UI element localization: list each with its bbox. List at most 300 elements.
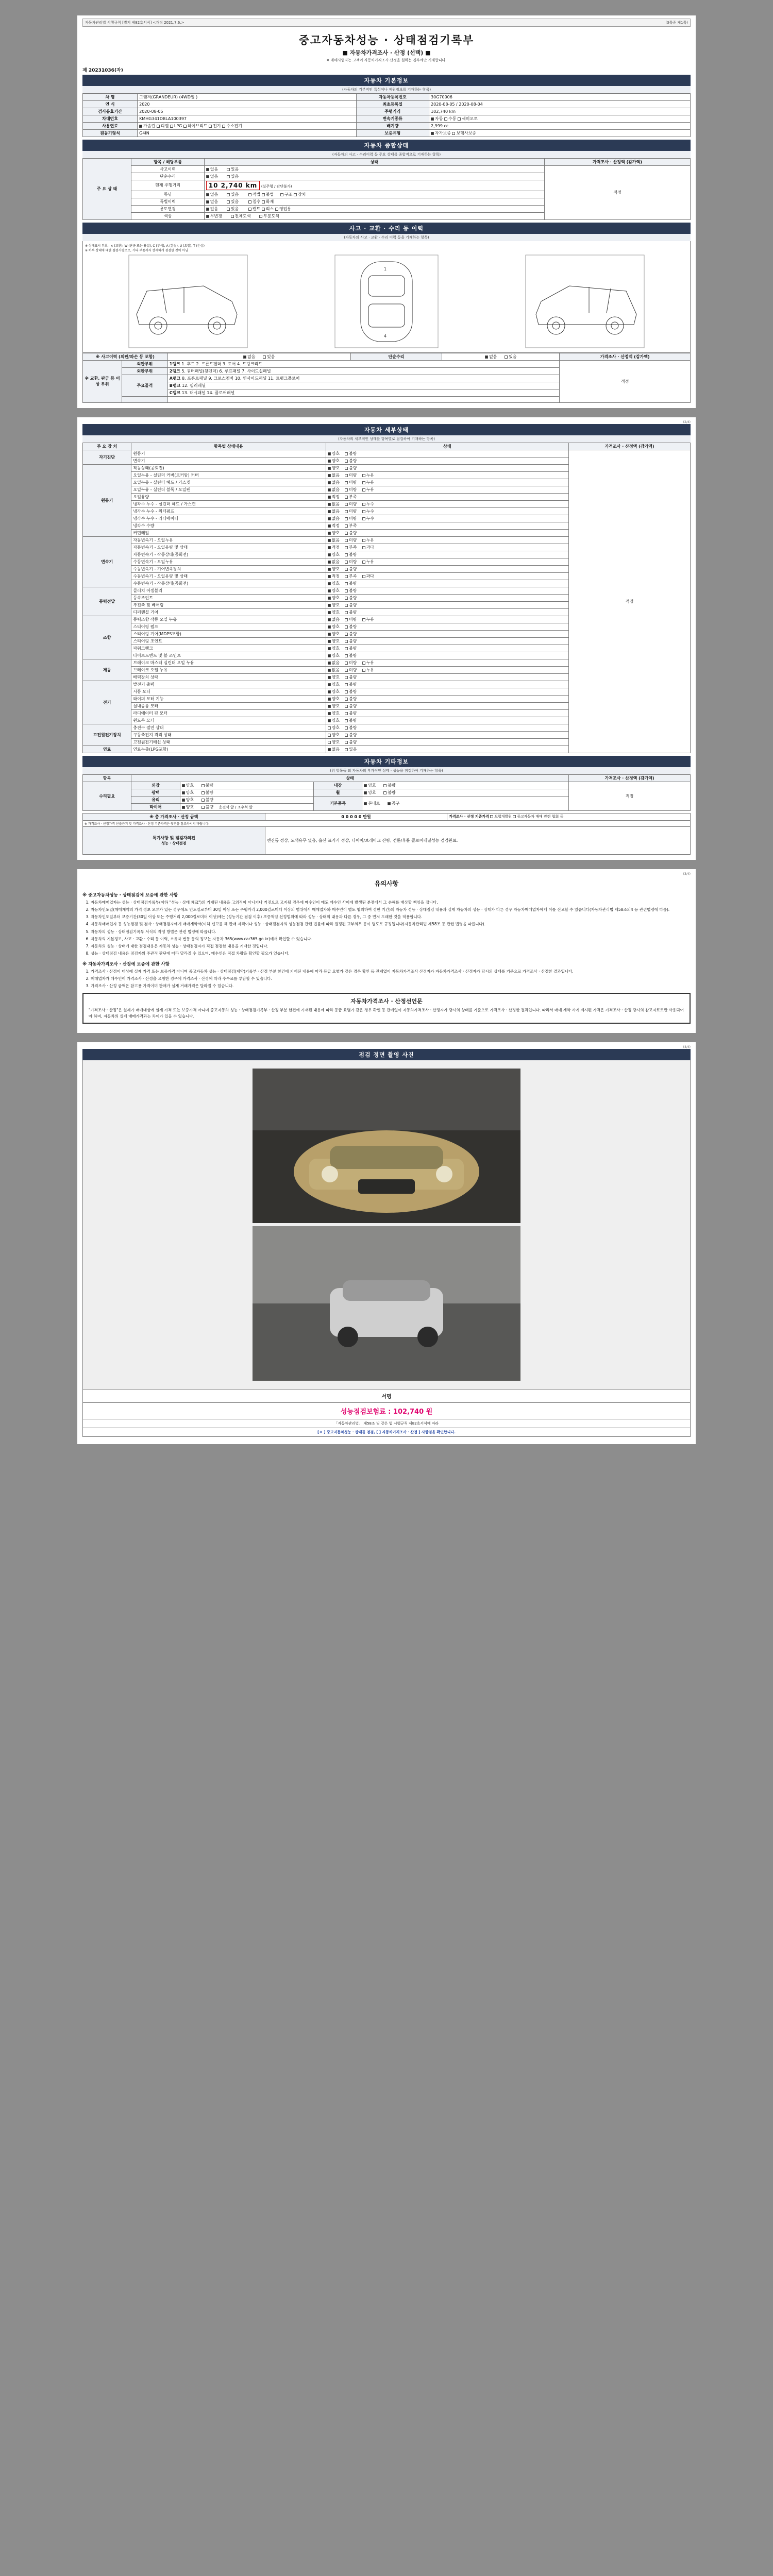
checkbox-4-1-1[interactable] bbox=[345, 625, 348, 629]
fee-value: 102,740 원 bbox=[393, 1408, 433, 1416]
other-col-0: 항목 bbox=[83, 774, 131, 782]
checkbox-1-9-0[interactable] bbox=[328, 532, 331, 535]
parts-rank-A bbox=[167, 375, 560, 382]
tire-front-label: 운전석 앞 / 조수석 앞 bbox=[219, 805, 253, 809]
detail-option-label: 없음 bbox=[331, 667, 340, 672]
checkbox-1-3-2[interactable] bbox=[362, 488, 365, 492]
section-other-sub: (위 항목들 외 자동차의 부가적인 상태 · 성능을 점검하여 기재하는 항목) bbox=[82, 767, 691, 774]
notice-item: 3. 가격조사 · 산정 금액은 참고용 가격이며 판매가 실제 거래가격은 달라질 수 있습니다. bbox=[91, 983, 691, 989]
detail-group-label: 원동기 bbox=[83, 464, 131, 536]
detail-option-label: 누수 bbox=[366, 501, 374, 506]
checkbox-usage-business[interactable] bbox=[275, 208, 278, 211]
color-opt-1: 전체도색 bbox=[234, 213, 251, 218]
checkbox-1-4-1[interactable] bbox=[345, 496, 348, 499]
checkbox-1-0-0[interactable] bbox=[328, 467, 331, 470]
checkbox-5-0-1[interactable] bbox=[345, 662, 348, 665]
checkbox-1-6-0[interactable] bbox=[328, 510, 331, 513]
checkbox-5-0-2[interactable] bbox=[362, 662, 365, 665]
detail-option-label: 없음 bbox=[331, 660, 340, 665]
checkbox-1-7-2[interactable] bbox=[362, 517, 365, 520]
checkbox-2-4-1[interactable] bbox=[345, 568, 348, 571]
checkbox-accident-yes[interactable] bbox=[227, 168, 230, 171]
checkbox-1-1-0[interactable] bbox=[328, 474, 331, 477]
accident-price-value: 적정 bbox=[560, 360, 691, 402]
part-11: 11. 트렁크플로어 bbox=[267, 376, 300, 381]
fuel-option-1: 디젤 bbox=[160, 123, 169, 128]
detail-item-state bbox=[326, 659, 569, 666]
checkbox-1-8-1[interactable] bbox=[345, 524, 348, 528]
detail-item-state bbox=[326, 666, 569, 673]
footer-line-2 bbox=[82, 1428, 691, 1437]
checkbox-7-1-0[interactable] bbox=[328, 734, 331, 737]
declaration-box bbox=[82, 993, 691, 1024]
checkbox-4-3-1[interactable] bbox=[345, 640, 348, 643]
detail-item-state bbox=[326, 544, 569, 551]
value-reg-no: 30G70006 bbox=[429, 93, 691, 100]
trans-option-2: 세미오토 bbox=[462, 116, 478, 121]
checkbox-accident2-none[interactable] bbox=[243, 355, 246, 359]
detail-item-label: 냉각수 누수 - 워터펌프 bbox=[131, 507, 326, 515]
tuning-opt-1: 있음 bbox=[230, 192, 239, 197]
notice-item: 2. 매매업자가 매수인이 가격조사 · 산정을 요청한 경우에 가격조사 · 산정에 따라 수수료를 부담할 수 있습니다. bbox=[91, 976, 691, 981]
fuel-option-3: 하이브리드 bbox=[187, 123, 208, 128]
checkbox-fuel-hydrogen[interactable] bbox=[222, 125, 225, 128]
tuning-sub-0: 적법 bbox=[252, 192, 261, 197]
checkbox-6-0-1[interactable] bbox=[345, 683, 348, 686]
displacement-unit: cc bbox=[444, 123, 449, 128]
checkbox-3-3-0[interactable] bbox=[328, 611, 331, 614]
detail-option-label: 누유 bbox=[366, 537, 374, 543]
checkbox-1-7-1[interactable] bbox=[345, 517, 348, 520]
accident-parts-table bbox=[82, 353, 691, 403]
accident-opt-1: 있음 bbox=[230, 166, 239, 172]
detail-item-state bbox=[326, 479, 569, 486]
checkbox-4-1-0[interactable] bbox=[328, 625, 331, 629]
label-car-name: 차 명 bbox=[83, 93, 138, 100]
checkbox-6-4-0[interactable] bbox=[328, 712, 331, 715]
total-title: ※ 총 가격조사 · 산정 금액 bbox=[83, 813, 265, 820]
exterior-opt-0: 양호 bbox=[186, 783, 194, 788]
checkbox-4-2-0[interactable] bbox=[328, 633, 331, 636]
checkbox-exterior-good[interactable] bbox=[182, 784, 185, 787]
car-side-right-diagram bbox=[523, 252, 647, 350]
overall-row-label-0: 사고이력 bbox=[131, 165, 204, 173]
checkbox-5-1-1[interactable] bbox=[345, 669, 348, 672]
checkbox-6-0-0[interactable] bbox=[328, 683, 331, 686]
checkbox-special-fire[interactable] bbox=[262, 200, 265, 204]
checkbox-color-full[interactable] bbox=[231, 215, 234, 218]
basic-info-table bbox=[82, 93, 691, 137]
detail-option-label: 양호 bbox=[331, 530, 340, 535]
checkbox-trans-auto[interactable] bbox=[431, 117, 434, 121]
checkbox-7-2-1[interactable] bbox=[345, 741, 348, 744]
checkbox-4-0-0[interactable] bbox=[328, 618, 331, 621]
checkbox-wheel-bad[interactable] bbox=[383, 791, 386, 794]
detail-option-label: 양호 bbox=[331, 725, 340, 730]
checkbox-2-6-1[interactable] bbox=[345, 582, 348, 585]
overall-row-label-mileage: 현재 주행거리 bbox=[131, 180, 204, 191]
checkbox-simple2-yes[interactable] bbox=[505, 355, 508, 359]
detail-option-label: 과다 bbox=[366, 545, 374, 550]
photo-rear-image bbox=[253, 1226, 520, 1381]
checkbox-2-0-1[interactable] bbox=[345, 539, 348, 542]
checkbox-4-0-2[interactable] bbox=[362, 618, 365, 621]
special-opt-0: 없음 bbox=[210, 199, 219, 204]
displacement-number: 2,999 bbox=[431, 123, 443, 128]
simple2-opt-0: 없음 bbox=[489, 354, 497, 359]
checkbox-tuning-yes[interactable] bbox=[227, 193, 230, 196]
checkbox-special-yes[interactable] bbox=[227, 200, 230, 204]
detail-option-label: 불량 bbox=[349, 552, 357, 557]
checkbox-2-4-0[interactable] bbox=[328, 568, 331, 571]
total-amount-unit: 만원 bbox=[363, 814, 371, 819]
checkbox-2-0-0[interactable] bbox=[328, 539, 331, 542]
checkbox-7-2-0[interactable] bbox=[328, 741, 331, 744]
checkbox-1-1-2[interactable] bbox=[362, 474, 365, 477]
section-detail-sub: (자동차의 세부적인 상태를 항목별로 점검하여 기재하는 항목) bbox=[82, 435, 691, 443]
detail-option-label: 없음 bbox=[331, 559, 340, 564]
detail-item-state bbox=[326, 717, 569, 724]
label-transmission: 변속기종류 bbox=[356, 115, 429, 122]
detail-option-label: 누유 bbox=[366, 667, 374, 672]
part-7: 7. 사이드실패널 bbox=[242, 368, 271, 374]
detail-item-label: 라디에이터 팬 모터 bbox=[131, 709, 326, 717]
checkbox-8-0-0[interactable] bbox=[328, 748, 331, 751]
accident2-opt-1: 있음 bbox=[267, 354, 275, 359]
detail-item-label: 오일누유 - 실린더 커버(로커암) 커버 bbox=[131, 471, 326, 479]
detail-option-label: 없음 bbox=[331, 516, 340, 521]
checkbox-4-2-1[interactable] bbox=[345, 633, 348, 636]
section-overall-sub: (자동차의 사고 · 수리이력 등 주요 상태를 종합적으로 기재하는 항목) bbox=[82, 151, 691, 158]
checkbox-glass-bad[interactable] bbox=[201, 799, 205, 802]
value-fuel bbox=[138, 122, 356, 129]
checkbox-3-1-1[interactable] bbox=[345, 597, 348, 600]
checkbox-3-1-0[interactable] bbox=[328, 597, 331, 600]
rank-label-2: 2랭크 bbox=[169, 368, 180, 374]
checkbox-simple-yes[interactable] bbox=[227, 175, 230, 178]
value-first-reg: 2020-08-05 / 2020-08-04 bbox=[429, 100, 691, 108]
detail-item-label: 수동변속기 - 오일유량 및 상태 bbox=[131, 572, 326, 580]
checkbox-tuning-device[interactable] bbox=[294, 193, 297, 196]
checkbox-0-0-1[interactable] bbox=[345, 452, 348, 455]
checkbox-6-3-0[interactable] bbox=[328, 705, 331, 708]
detail-option-label: 불량 bbox=[349, 609, 357, 615]
detail-option-label: 적정 bbox=[331, 494, 340, 499]
checkbox-2-2-1[interactable] bbox=[345, 553, 348, 556]
detail-item-label: 발전기 출력 bbox=[131, 681, 326, 688]
page-indicator-2: (2/4) bbox=[683, 420, 691, 424]
rank-label-B: B랭크 bbox=[169, 383, 181, 388]
checkbox-color-partial[interactable] bbox=[259, 215, 262, 218]
detail-item-state bbox=[326, 493, 569, 500]
detail-item-state bbox=[326, 587, 569, 594]
checkbox-2-6-0[interactable] bbox=[328, 582, 331, 585]
accident-price-label: 가격조사 · 산정액 (감가액) bbox=[560, 353, 691, 360]
overall-row-state-special bbox=[204, 198, 544, 205]
checkbox-2-0-2[interactable] bbox=[362, 539, 365, 542]
page-2 bbox=[77, 417, 696, 860]
checkbox-5-2-0[interactable] bbox=[328, 676, 331, 679]
special-opt-1: 있음 bbox=[230, 199, 239, 204]
label-engine-type: 원동기형식 bbox=[83, 129, 138, 137]
notice-item: 7. 자동차의 성능 · 상태에 대한 점검내용은 자동차 성능 · 상태점검자가 직접 점검한 내용을 기재한 것입니다. bbox=[91, 943, 691, 949]
checkbox-2-1-0[interactable] bbox=[328, 546, 331, 549]
checkbox-glass-good[interactable] bbox=[182, 799, 185, 802]
remark-sub-text: 성능 · 상태점검 bbox=[161, 841, 187, 845]
checkbox-tools-yes[interactable] bbox=[388, 802, 391, 805]
detail-item-label: 클러치 어셈블리 bbox=[131, 587, 326, 594]
checkbox-tire-good[interactable] bbox=[182, 806, 185, 809]
parts-group-1: 주요골격 bbox=[122, 375, 168, 396]
page-indicator-4: (4/4) bbox=[683, 1045, 691, 1049]
overall-col-price: 가격조사 · 산정액 (감가액) bbox=[545, 158, 691, 165]
usage-sub-1: 리스 bbox=[265, 206, 274, 211]
checkbox-2-3-1[interactable] bbox=[345, 561, 348, 564]
checkbox-1-3-0[interactable] bbox=[328, 488, 331, 492]
checkbox-4-4-1[interactable] bbox=[345, 647, 348, 650]
label-warranty: 보증유형 bbox=[356, 129, 429, 137]
checkbox-interior-bad[interactable] bbox=[383, 784, 386, 787]
detail-option-label: 미량 bbox=[349, 487, 357, 492]
checkbox-simple2-none[interactable] bbox=[485, 355, 488, 359]
checkbox-3-2-1[interactable] bbox=[345, 604, 348, 607]
checkbox-1-2-0[interactable] bbox=[328, 481, 331, 484]
fuel-option-5: 수소전기 bbox=[226, 123, 243, 128]
checkbox-1-0-1[interactable] bbox=[345, 467, 348, 470]
detail-item-state bbox=[326, 450, 569, 457]
detail-item-state bbox=[326, 522, 569, 529]
part-9: 9. 크로스멤버 bbox=[208, 376, 234, 381]
checkbox-3-0-1[interactable] bbox=[345, 589, 348, 592]
checkbox-fuel-gasoline[interactable] bbox=[139, 125, 142, 128]
part-6: 6. 루프패널 bbox=[219, 368, 241, 374]
checkbox-manual-yes[interactable] bbox=[364, 802, 367, 805]
checkbox-2-3-0[interactable] bbox=[328, 561, 331, 564]
checkbox-3-2-0[interactable] bbox=[328, 604, 331, 607]
checkbox-4-5-0[interactable] bbox=[328, 654, 331, 657]
section-basic-sub: (자동차의 기본적인 특성이나 제원정보를 기재하는 항목) bbox=[82, 86, 691, 93]
checkbox-0-1-0[interactable] bbox=[328, 460, 331, 463]
checkbox-2-5-1[interactable] bbox=[345, 575, 348, 578]
checkbox-4-0-1[interactable] bbox=[345, 618, 348, 621]
other-row-1-label: 광택 bbox=[131, 789, 180, 796]
detail-option-label: 양호 bbox=[331, 581, 340, 586]
checkbox-6-2-1[interactable] bbox=[345, 698, 348, 701]
checkbox-special-flood[interactable] bbox=[248, 200, 251, 204]
detail-item-label: 오일누유 - 실린더 블록 / 오일팬 bbox=[131, 486, 326, 493]
checkbox-6-5-1[interactable] bbox=[345, 719, 348, 722]
detail-item-label: 연료누출(LPG포함) bbox=[131, 745, 326, 753]
checkbox-simple-none[interactable] bbox=[206, 175, 209, 178]
checkbox-fuel-electric[interactable] bbox=[209, 125, 212, 128]
checkbox-accident2-yes[interactable] bbox=[263, 355, 266, 359]
detail-item-label: 원동기 bbox=[131, 450, 326, 457]
checkbox-tuning-legal[interactable] bbox=[248, 193, 251, 196]
other-row-2-label: 유리 bbox=[131, 796, 180, 803]
checkbox-usage-rent[interactable] bbox=[248, 208, 251, 211]
label-fuel: 사용연료 bbox=[83, 122, 138, 129]
detail-option-label: 부족 bbox=[349, 494, 357, 499]
checkbox-5-1-2[interactable] bbox=[362, 669, 365, 672]
base-item-0: 본네트 bbox=[368, 801, 380, 806]
detail-option-label: 불량 bbox=[349, 602, 357, 607]
notice-head-2: ※ 자동차가격조사 · 산정에 보증에 관한 사항 bbox=[82, 961, 170, 967]
checkbox-1-4-0[interactable] bbox=[328, 496, 331, 499]
checkbox-1-7-0[interactable] bbox=[328, 517, 331, 520]
checkbox-fuel-hybrid[interactable] bbox=[183, 125, 187, 128]
checkbox-1-9-1[interactable] bbox=[345, 532, 348, 535]
checkbox-6-1-1[interactable] bbox=[345, 690, 348, 693]
detail-option-label: 불량 bbox=[349, 530, 357, 535]
detail-option-label: 양호 bbox=[331, 595, 340, 600]
checkbox-trans-semi[interactable] bbox=[458, 117, 461, 121]
checkbox-2-1-2[interactable] bbox=[362, 546, 365, 549]
checkbox-tuning-structure[interactable] bbox=[280, 193, 283, 196]
page-4 bbox=[77, 1042, 696, 1444]
checkbox-usage-yes[interactable] bbox=[227, 208, 230, 211]
value-mileage: 102,740 km bbox=[429, 108, 691, 115]
section-other-title: 자동차 기타정보 bbox=[82, 756, 691, 767]
checkbox-6-2-0[interactable] bbox=[328, 698, 331, 701]
detail-option-label: 미량 bbox=[349, 537, 357, 543]
overall-row-state-mileage bbox=[204, 180, 544, 191]
parts-group-0b: 외판부위 bbox=[122, 367, 168, 375]
detail-item-state bbox=[326, 529, 569, 536]
photos-container bbox=[82, 1060, 691, 1389]
parts-rank-B bbox=[167, 382, 560, 389]
checkbox-trans-manual[interactable] bbox=[444, 117, 447, 121]
checkbox-special-none[interactable] bbox=[206, 200, 209, 204]
detail-item-label: 타이로드엔드 및 볼 조인트 bbox=[131, 652, 326, 659]
detail-item-label: 충전구 절연 상태 bbox=[131, 724, 326, 731]
checkbox-wheel-good[interactable] bbox=[364, 791, 367, 794]
checkbox-7-1-1[interactable] bbox=[345, 734, 348, 737]
checkbox-1-2-1[interactable] bbox=[345, 481, 348, 484]
tire-opt-0: 양호 bbox=[186, 804, 194, 809]
checkbox-1-5-1[interactable] bbox=[345, 503, 348, 506]
checkbox-0-0-0[interactable] bbox=[328, 452, 331, 455]
detail-option-label: 불량 bbox=[349, 674, 357, 680]
tuning-sub-1: 불법 bbox=[265, 192, 274, 197]
detail-option-label: 적정 bbox=[331, 573, 340, 579]
detail-col-0: 주 요 장 치 bbox=[83, 443, 131, 450]
checkbox-3-0-0[interactable] bbox=[328, 589, 331, 592]
checkbox-tuning-illegal[interactable] bbox=[262, 193, 265, 196]
detail-option-label: 미량 bbox=[349, 480, 357, 485]
other-row-0-label: 외장 bbox=[131, 782, 180, 789]
checkbox-1-6-2[interactable] bbox=[362, 510, 365, 513]
checkbox-7-0-1[interactable] bbox=[345, 726, 348, 730]
page-title: 중고자동차성능 · 상태점검기록부 bbox=[298, 34, 475, 46]
overall-row-label-special: 특별이력 bbox=[131, 198, 204, 205]
checkbox-polish-good[interactable] bbox=[182, 791, 185, 794]
checkbox-1-1-1[interactable] bbox=[345, 474, 348, 477]
checkbox-exterior-bad[interactable] bbox=[201, 784, 205, 787]
detail-option-label: 양호 bbox=[331, 566, 340, 571]
detail-group-label: 조향 bbox=[83, 616, 131, 659]
polish-opt-0: 양호 bbox=[186, 790, 194, 795]
detail-option-label: 부족 bbox=[349, 523, 357, 528]
checkbox-tuning-none[interactable] bbox=[206, 193, 209, 196]
checkbox-1-5-2[interactable] bbox=[362, 503, 365, 506]
checkbox-warranty-insurance[interactable] bbox=[452, 132, 455, 135]
section-overall-title: 자동차 종합상태 bbox=[82, 140, 691, 151]
detail-option-label: 없음 bbox=[331, 501, 340, 506]
checkbox-warranty-self[interactable] bbox=[431, 132, 434, 135]
label-first-reg: 최초등록일 bbox=[356, 100, 429, 108]
detail-option-label: 누수 bbox=[366, 516, 374, 521]
checkbox-interior-good[interactable] bbox=[364, 784, 367, 787]
checkbox-4-5-1[interactable] bbox=[345, 654, 348, 657]
checkbox-fuel-lpg[interactable] bbox=[170, 125, 173, 128]
detail-option-label: 누유 bbox=[366, 660, 374, 665]
value-car-name: 그랜저(GRANDEUR) (4WD일 ) bbox=[138, 93, 356, 100]
detail-option-label: 양호 bbox=[331, 609, 340, 615]
detail-item-label: 와이퍼 모터 기능 bbox=[131, 695, 326, 702]
checkbox-4-3-0[interactable] bbox=[328, 640, 331, 643]
checkbox-6-4-1[interactable] bbox=[345, 712, 348, 715]
detail-option-label: 미량 bbox=[349, 509, 357, 514]
checkbox-1-2-2[interactable] bbox=[362, 481, 365, 484]
checkbox-3-3-1[interactable] bbox=[345, 611, 348, 614]
checkbox-5-1-0[interactable] bbox=[328, 669, 331, 672]
checkbox-5-2-1[interactable] bbox=[345, 676, 348, 679]
detail-option-label: 양호 bbox=[331, 732, 340, 737]
tuning-sub-2: 구조 bbox=[284, 192, 293, 197]
detail-item-state bbox=[326, 709, 569, 717]
detail-item-label: 냉각수 수량 bbox=[131, 522, 326, 529]
checkbox-6-3-1[interactable] bbox=[345, 705, 348, 708]
detail-option-label: 누유 bbox=[366, 480, 374, 485]
checkbox-1-6-1[interactable] bbox=[345, 510, 348, 513]
basis-label: 가격조사 · 산정 기준가격 bbox=[449, 815, 489, 819]
overall-row-state-0 bbox=[204, 165, 544, 173]
checkbox-1-3-1[interactable] bbox=[345, 488, 348, 492]
checkbox-usage-none[interactable] bbox=[206, 208, 209, 211]
other-col-2: 가격조사 · 산정액 (감가액) bbox=[569, 774, 691, 782]
detail-option-label: 양호 bbox=[331, 451, 340, 456]
checkbox-2-5-0[interactable] bbox=[328, 575, 331, 578]
checkbox-7-0-0[interactable] bbox=[328, 726, 331, 730]
checkbox-2-1-1[interactable] bbox=[345, 546, 348, 549]
detail-item-state bbox=[326, 471, 569, 479]
checkbox-8-0-1[interactable] bbox=[345, 748, 348, 751]
checkbox-2-2-0[interactable] bbox=[328, 553, 331, 556]
notice-item: 1. 가격조사 · 산정이 대상에 실제 가격 또는 보증가격 아니며 중고자동차 성능 · 상태점검(계약)기록부 · 산정 부분 한건에 기재된 내용에 따라 등급 요별가 같은 경우 확인 등 관계없이 자동차가격조사 산정자가 자동차가격조사 · 산정자가 당시의 상태를 기준으로 가격조사 · 산정한 결과입니다. bbox=[91, 969, 691, 974]
checkbox-usage-lease[interactable] bbox=[262, 208, 265, 211]
total-table bbox=[82, 813, 691, 855]
checkbox-1-8-0[interactable] bbox=[328, 524, 331, 528]
checkbox-4-4-0[interactable] bbox=[328, 647, 331, 650]
checkbox-color-nochange[interactable] bbox=[206, 215, 209, 218]
checkbox-polish-bad[interactable] bbox=[201, 791, 205, 794]
checkbox-accident-none[interactable] bbox=[206, 168, 209, 171]
checkbox-2-5-2[interactable] bbox=[362, 575, 365, 578]
checkbox-2-3-2[interactable] bbox=[362, 561, 365, 564]
checkbox-fuel-diesel[interactable] bbox=[157, 125, 160, 128]
checkbox-0-1-1[interactable] bbox=[345, 460, 348, 463]
checkbox-6-5-0[interactable] bbox=[328, 719, 331, 722]
checkbox-tire-bad[interactable] bbox=[201, 806, 205, 809]
checkbox-basis-assoc[interactable] bbox=[513, 815, 516, 818]
detail-option-label: 부족 bbox=[349, 545, 357, 550]
overall-col-item: 항목 / 해당부품 bbox=[131, 158, 204, 165]
checkbox-1-5-0[interactable] bbox=[328, 503, 331, 506]
checkbox-5-0-0[interactable] bbox=[328, 662, 331, 665]
checkbox-6-1-0[interactable] bbox=[328, 690, 331, 693]
detail-option-label: 불량 bbox=[349, 566, 357, 571]
checkbox-basis-insurance[interactable] bbox=[490, 815, 493, 818]
